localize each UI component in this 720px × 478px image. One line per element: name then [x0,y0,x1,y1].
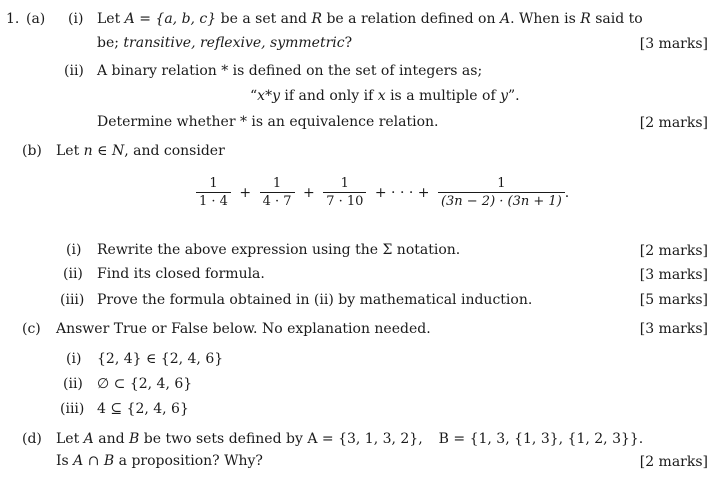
part-a-ii-label: (ii) [64,63,84,79]
part-b-label: (b) [22,143,42,159]
series-term-2: $\frac{1}{4 \cdot 7}$ [260,176,295,210]
part-a-label: (a) [26,11,46,27]
series-expression: $\frac{1}{1 \cdot 4}$ + $\frac{1}{4 \cdot 7}$ + $\frac{1}{7 \cdot 10}$ + · · · + $\frac{1}{(3n - 2) \cdot (3n + 1)}$ . [196,176,569,210]
part-a-i-line1: Let A = {a, b, c} be a set and R be a relation defined on A. When is R said to [97,11,643,27]
part-c-item-expr: {2, 4} ∈ {2, 4, 6} [97,351,224,367]
part-c-text: Answer True or False below. No explanation needed. [56,321,431,337]
part-c-label: (c) [22,321,41,337]
part-a-ii-marks: [2 marks] [639,115,708,131]
part-b-i-label: (i) [66,242,82,258]
part-c-item-label: (iii) [60,401,85,417]
series-term-n: $\frac{1}{(3n - 2) \cdot (3n + 1)}$ [438,176,565,210]
part-a-i-label: (i) [68,11,84,27]
part-a-ii-question: Determine whether * is an equivalence relation. [97,114,439,130]
part-c-item-expr: 4 ⊆ {2, 4, 6} [97,401,189,417]
part-c-item-expr: ∅ ⊂ {2, 4, 6} [97,376,193,392]
part-a-i-line2: be; transitive, reflexive, symmetric? [97,35,353,51]
part-c-marks: [3 marks] [639,321,708,337]
part-b-ii-text: Find its closed formula. [97,266,265,282]
part-c-item-label: (i) [66,351,82,367]
part-a-ii-definition: “x*y if and only if x is a multiple of y”. [250,88,520,104]
part-c-item-label: (ii) [63,376,83,392]
question-number: 1. [6,11,20,27]
part-d-marks: [2 marks] [639,454,708,470]
part-d-line2: Is A ∩ B a proposition? Why? [56,453,263,469]
part-b-ii-label: (ii) [63,266,83,282]
part-d-label: (d) [22,431,42,447]
part-b-iii-text: Prove the formula obtained in (ii) by mathematical induction. [97,292,533,308]
part-b-iii-label: (iii) [60,292,85,308]
part-b-iii-marks: [5 marks] [639,292,708,308]
part-d-line1: Let A and B be two sets defined by A = {3, 1, 3, 2}, B = {1, 3, {1, 3}, {1, 2, 3}}. [56,431,644,447]
series-term-3: $\frac{1}{7 \cdot 10}$ [323,176,366,210]
part-a-i-marks: [3 marks] [639,36,708,52]
part-b-intro: Let n ∈ N, and consider [56,143,225,159]
series-term-1: $\frac{1}{1 \cdot 4}$ [196,176,231,210]
part-b-ii-marks: [3 marks] [639,267,708,283]
part-b-i-text: Rewrite the above expression using the Σ notation. [97,242,461,258]
part-a-ii-line1: A binary relation * is defined on the set of integers as; [97,63,483,79]
part-b-i-marks: [2 marks] [639,243,708,259]
